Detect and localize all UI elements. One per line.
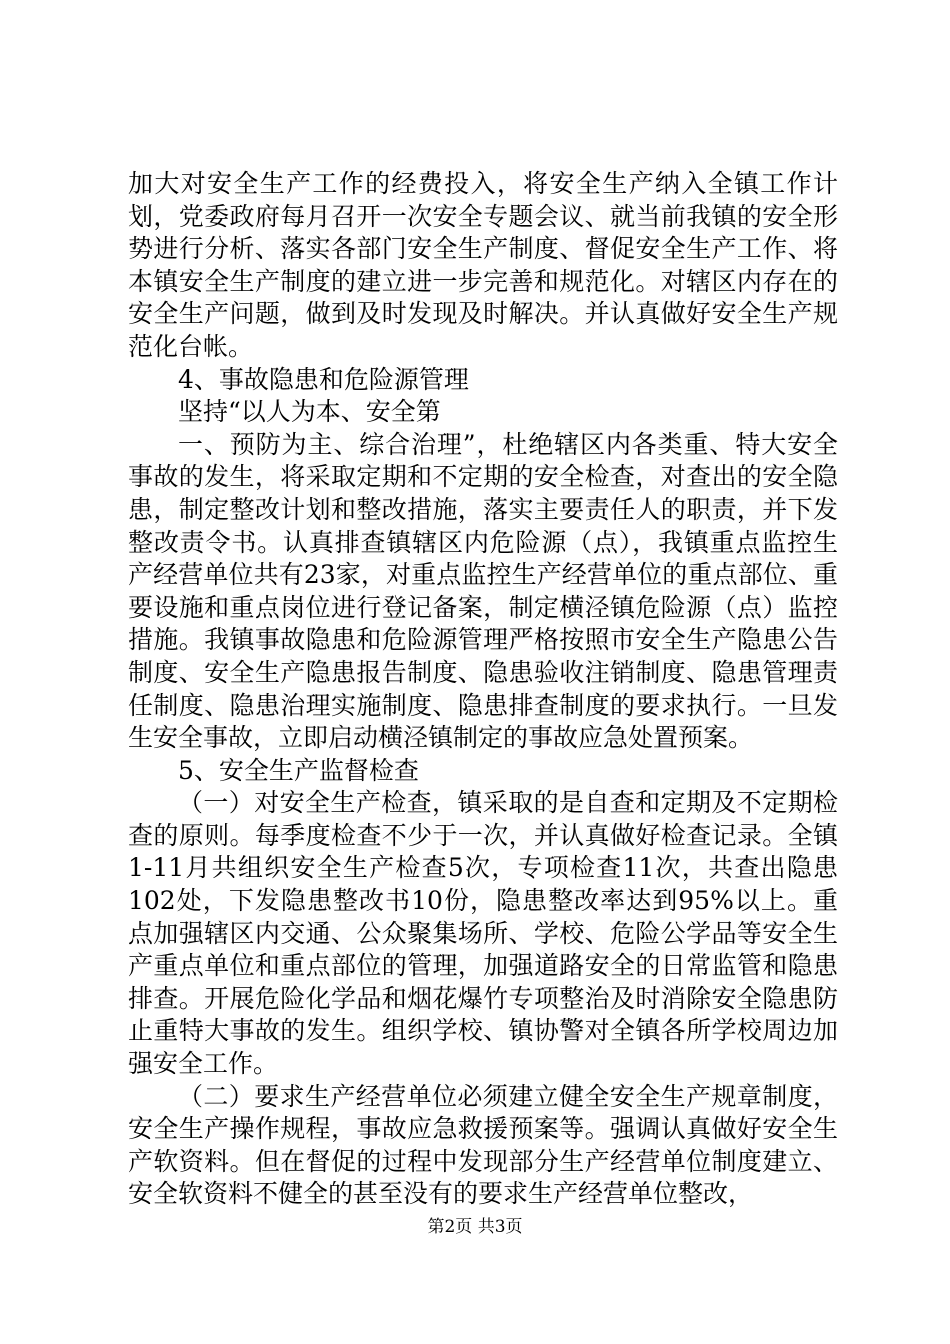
paragraph-hazard-details: 一、预防为主、综合治理”，杜绝辖区内各类重、特大安全事故的发生，将采取定期和不定期的安全检查，对查出的安全隐患，制定整改计划和整改措施，落实主要责任人的职责，并下发整改责令书。认真排查镇辖区内危险源（点），我镇重点监控生产经营单位共有23家，对重点监控生产经营单位的重点部位、重要设施和重点岗位进行登记备案，制定横泾镇危险源（点）监控措施。我镇事故隐患和危险源管理严格按照市安全生产隐患公告制度、安全生产隐患报告制度、隐患验收注销制度、隐患管理责任制度、隐患治理实施制度、隐患排查制度的要求执行。一旦发生安全事故，立即启动横泾镇制定的事故应急处置预案。 (128, 429, 838, 753)
paragraph-inspection-one: （一）对安全生产检查，镇采取的是自查和定期及不定期检查的原则。每季度检查不少于一次，并认真做好检查记录。全镇1-11月共组织安全生产检查5次，专项检查11次，共查出隐患102处，下发隐患整改书10份，隐患整改率达到95%以上。重点加强辖区内交通、公众聚集场所、学校、危险公学品等安全生产重点单位和重点部位的管理，加强道路安全的日常监管和隐患排查。开展危险化学品和烟花爆竹专项整治及时消除安全隐患防止重特大事故的发生。组织学校、镇协警对全镇各所学校周边加强安全工作。 (128, 788, 838, 1079)
paragraph-principle-start: 坚持“以人为本、安全第 (178, 397, 441, 427)
paragraph-funding: 加大对安全生产工作的经费投入，将安全生产纳入全镇工作计划，党委政府每月召开一次安全专题会议、就当前我镇的安全形势进行分析、落实各部门安全生产制度、督促安全生产工作、将本镇安全生产制度的建立进一步完善和规范化。对辖区内存在的安全生产问题，做到及时发现及时解决。并认真做好安全生产规范化台帐。 (128, 169, 838, 361)
heading-safety-inspection: 5、安全生产监督检查 (178, 755, 419, 785)
page-number-footer: 第2页 共3页 (427, 1217, 523, 1237)
heading-hazard-management: 4、事故隐患和危险源管理 (178, 364, 469, 394)
document-body (128, 168, 838, 1211)
paragraph-inspection-two: （二）要求生产经营单位必须建立健全安全生产规章制度，安全生产操作规程，事故应急救援预案等。强调认真做好安全生产软资料。但在督促的过程中发现部分生产经营单位制度建立、安全软资料不健全的甚至没有的要求生产经营单位整改， (128, 1081, 838, 1209)
